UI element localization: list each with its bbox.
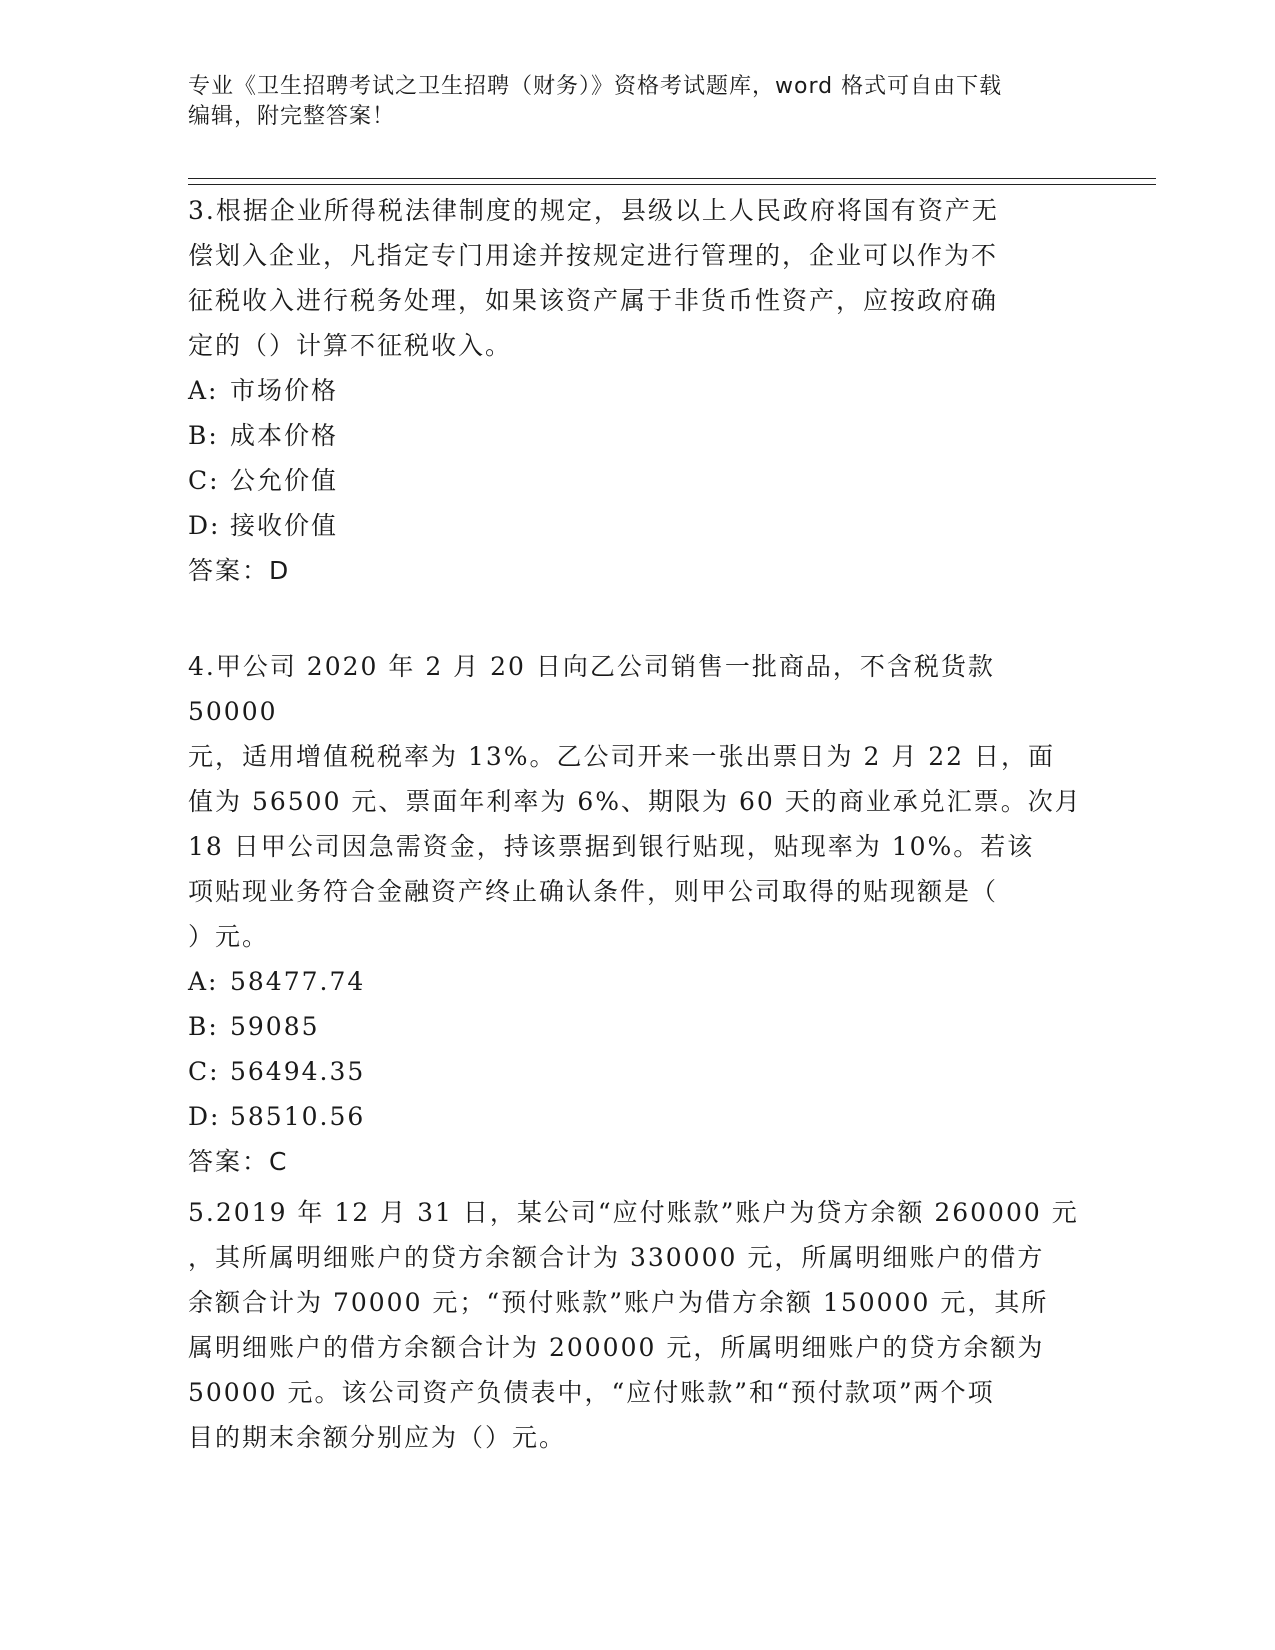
question-stem-line: 3.根据企业所得税法律制度的规定，县级以上人民政府将国有资产无 [188,196,999,225]
option-a [188,368,1088,413]
option-text: 56494.35 [230,1057,366,1086]
option-text: 58510.56 [230,1102,366,1131]
option-label: B: [188,1012,219,1041]
option-text: 市场价格 [230,376,339,405]
question-stem-line: 目的期末余额分别应为（）元。 [188,1423,567,1452]
question-stem-line: 定的（）计算不征税收入。 [188,331,513,360]
question-stem-line: 5.2019 年 12 月 31 日，某公司“应付账款”账户为贷方余额 260000 元 [188,1198,1079,1227]
option-text: 59085 [230,1012,320,1041]
option-label: D: [188,1102,221,1131]
option-label: D: [188,511,221,540]
question-5 [188,1190,1088,1460]
option-label: A: [188,376,219,405]
question-stem-line: 属明细账户的借方余额合计为 200000 元，所属明细账户的贷方余额为 [188,1333,1045,1362]
header-line-1: 专业《卫生招聘考试之卫生招聘（财务）》资格考试题库，word 格式可自由下载 [188,74,1003,99]
option-label: C: [188,1057,220,1086]
question-3 [188,188,1088,593]
question-stem-line: ）元。 [188,922,270,951]
question-stem-line: 偿划入企业，凡指定专门用途并按规定进行管理的，企业可以作为不 [188,241,999,270]
option-text: 公允价值 [230,466,339,495]
option-text: 成本价格 [230,421,339,450]
question-stem-line: 余额合计为 70000 元；“预付账款”账户为借方余额 150000 元，其所 [188,1288,1049,1317]
header-divider-top [188,178,1156,179]
option-a [188,959,1088,1004]
option-label: C: [188,466,220,495]
option-d [188,503,1088,548]
header-line-2: 编辑，附完整答案！ [188,104,396,129]
question-stem-line: 50000 元。该公司资产负债表中，“应付账款”和“预付款项”两个项 [188,1378,995,1407]
option-label: B: [188,421,219,450]
question-stem-line: ，其所属明细账户的贷方余额合计为 330000 元，所属明细账户的借方 [188,1243,1045,1272]
option-b [188,1004,1088,1049]
option-d [188,1094,1088,1139]
option-text: 接收价值 [230,511,339,540]
question-stem-line: 值为 56500 元、票面年利率为 6%、期限为 60 天的商业承兑汇票。次月 [188,787,1082,816]
question-4 [188,644,1088,1184]
answer: 答案：C [188,1147,289,1176]
document-header [188,72,1068,132]
question-stem-line: 元，适用增值税税率为 13%。乙公司开来一张出票日为 2 月 22 日，面 [188,742,1056,771]
option-text: 58477.74 [230,967,366,996]
question-stem-line: 项贴现业务符合金融资产终止确认条件，则甲公司取得的贴现额是（ [188,877,999,906]
option-b [188,413,1088,458]
option-c [188,458,1088,503]
question-stem-line: 18 日甲公司因急需资金，持该票据到银行贴现，贴现率为 10%。若该 [188,832,1035,861]
option-c [188,1049,1088,1094]
answer: 答案：D [188,556,291,585]
header-divider-bottom [188,184,1156,185]
question-stem-line: 征税收入进行税务处理，如果该资产属于非货币性资产，应按政府确 [188,286,999,315]
question-stem-line: 4.甲公司 2020 年 2 月 20 日向乙公司销售一批商品，不含税货款 50000 [188,652,995,726]
option-label: A: [188,967,219,996]
